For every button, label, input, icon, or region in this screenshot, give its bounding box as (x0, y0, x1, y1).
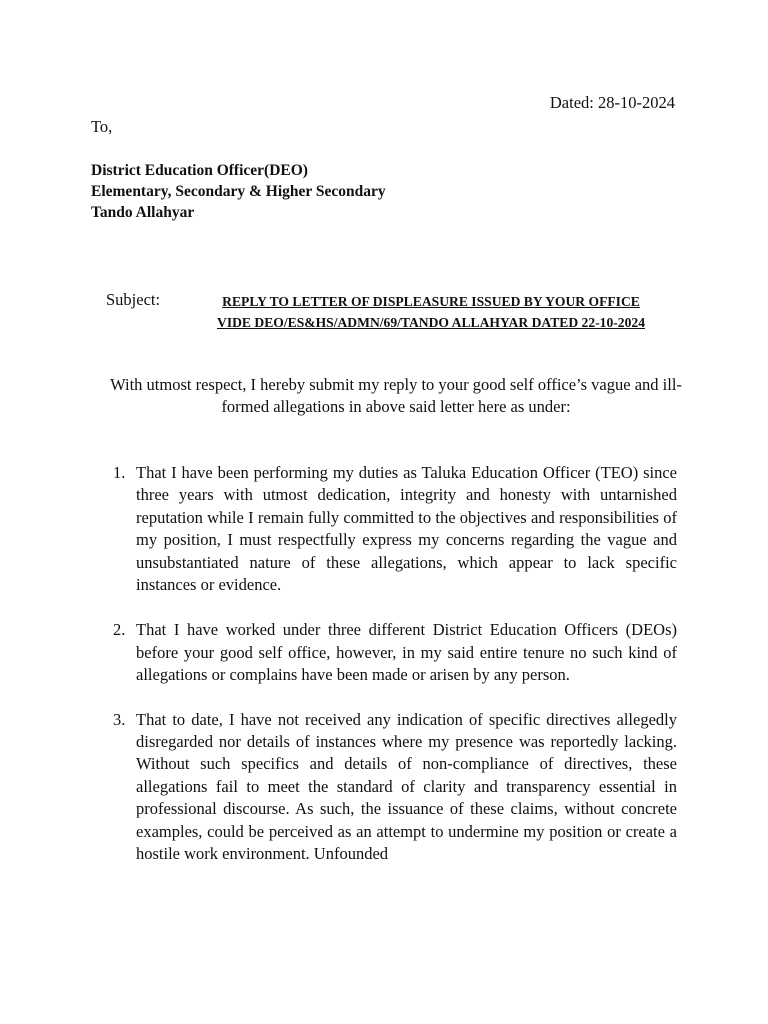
list-item-number: 3. (113, 709, 126, 729)
points-list (0, 462, 768, 866)
intro-paragraph: With utmost respect, I hereby submit my reply to your good self office’s vague and ill-formed allegations in above said letter here as under: (110, 375, 682, 416)
subject-label: Subject: (106, 290, 161, 309)
subject-text (176, 291, 686, 333)
list-item-text: That I have worked under three different District Education Officers (DEOs) before your good self office, however, in my said entire tenure no such kind of allegations or complains have been made or arisen by any person. (136, 620, 677, 685)
addressee-department: Elementary, Secondary & Higher Secondary (91, 183, 386, 200)
addressee-location: Tando Allahyar (91, 204, 195, 221)
list-item (113, 619, 677, 686)
subject-line-1: REPLY TO LETTER OF DISPLEASURE ISSUED BY YOUR OFFICE (222, 294, 640, 309)
list-item (113, 709, 677, 866)
list-item-text: That I have been performing my duties as Taluka Education Officer (TEO) since three years with utmost dedication, integrity and honesty with untarnished reputation while I remain fully committed to the objectives and responsibilities of my position, I must respectfully express my concerns regarding the vague and unsubstantiated nature of these allegations, which appear to lack specific instances or evidence. (136, 463, 677, 595)
letter-date: Dated: 28-10-2024 (549, 93, 675, 112)
list-item-number: 1. (113, 463, 126, 482)
subject-line-2: VIDE DEO/ES&HS/ADMN/69/TANDO ALLAHYAR DATED 22-10-2024 (217, 315, 645, 330)
list-item-text: That to date, I have not received any indication of specific directives allegedly disregarded nor details of instances where my presence was reportedly lacking. Without such specifics and details of non-compliance of directives, these allegations fail to meet the standard of clarity and transparency essential in professional discourse. As such, the issuance of these claims, without concrete examples, could be perceived as an attempt to undermine my position or create a hostile work environment. Unfounded (136, 709, 677, 864)
list-item (113, 462, 677, 596)
salutation: To, (91, 117, 113, 136)
addressee-block (91, 160, 386, 223)
addressee-title: District Education Officer(DEO) (91, 162, 308, 179)
list-item-number: 2. (113, 620, 126, 640)
